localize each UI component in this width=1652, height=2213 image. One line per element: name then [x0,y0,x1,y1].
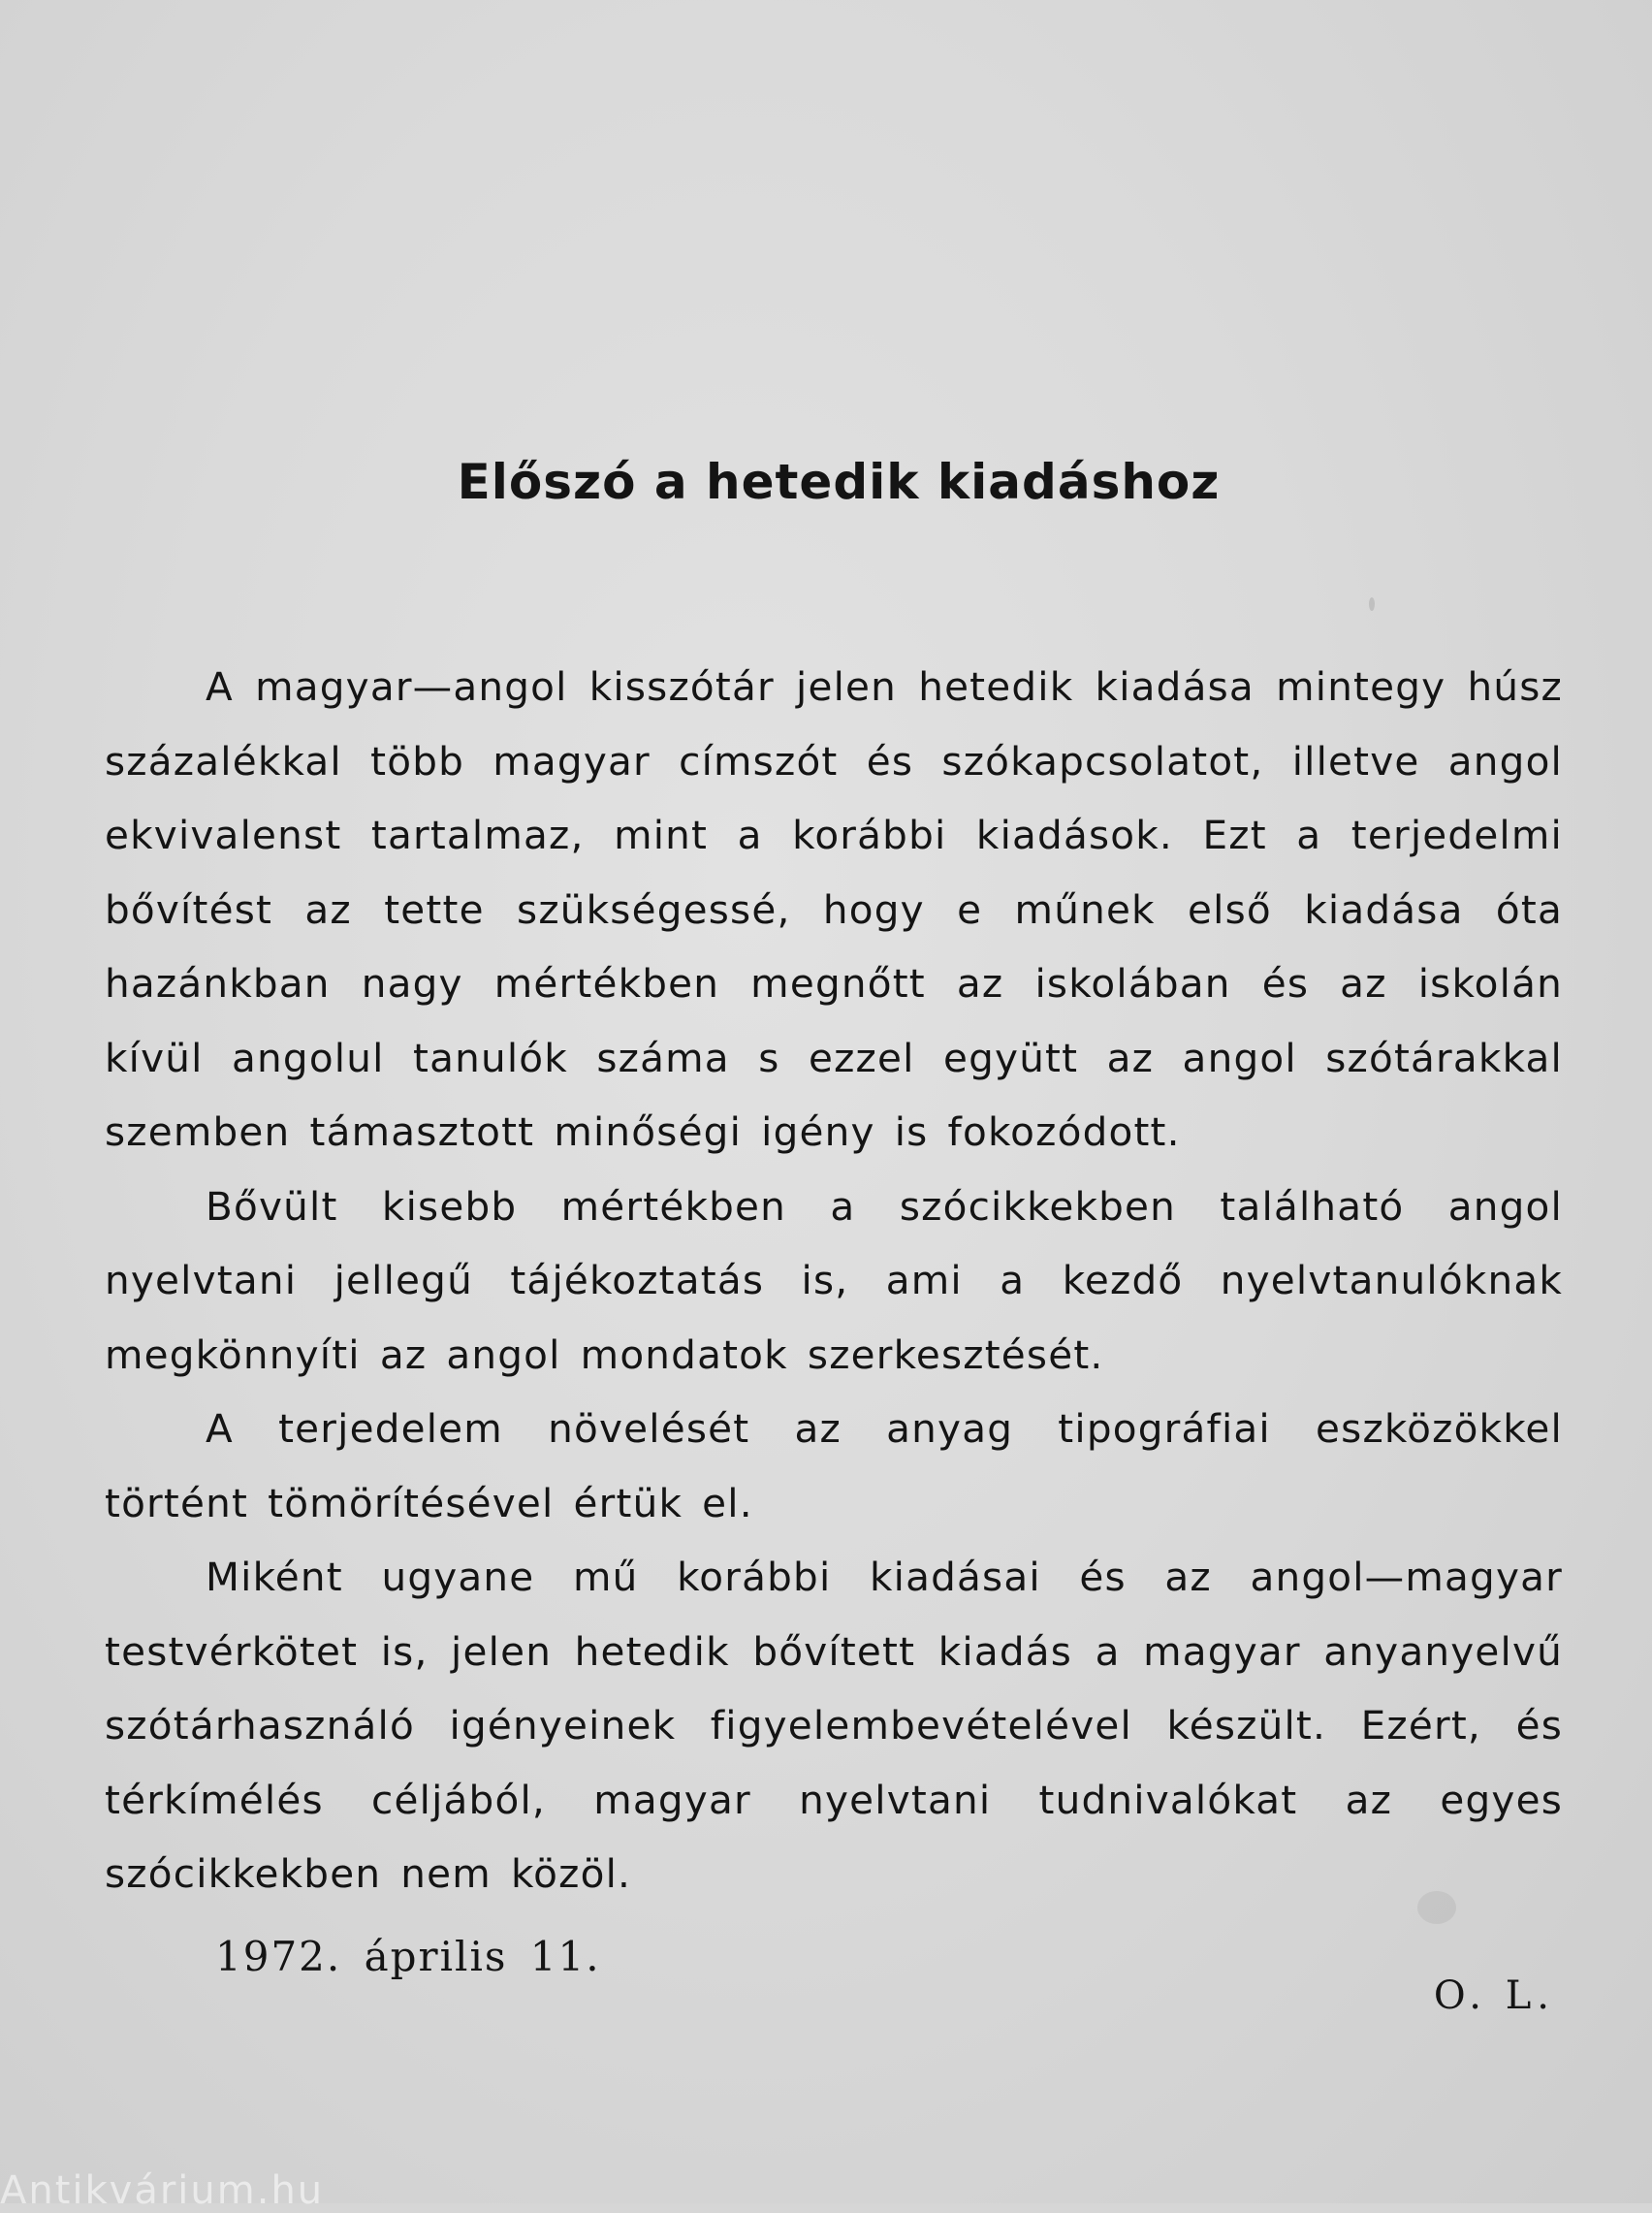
paper-speck [1369,597,1375,611]
watermark: Antikvárium.hu [0,2168,325,2213]
paragraph-3: A terjedelem növelését az anyag tipográfiai eszközökkel történt tömörítésével értük el. [105,1405,1563,1526]
document-title: Előszó a hetedik kiadáshoz [457,454,1221,510]
body-text [105,650,1563,1911]
paragraph-1: A magyar—angol kisszótár jelen hetedik kiadása mintegy húsz százalékkal több magyar címszót és szókapcsolatot, illetve angol ekvivalenst tartalmaz, mint a korábbi kiadások. Ezt a terjedelmi bővítést az tette szükségessé, hogy e műnek első kiadása óta hazánkban nagy mértékben megnőtt az iskolában és az iskolán kívül angolul tanulók száma s ezzel együtt az angol szótárakkal szemben támasztott minőségi igény is fokozódott. [105,663,1563,1155]
paragraph-4: Miként ugyane mű korábbi kiadásai és az angol—magyar testvérkötet is, jelen hetedik bővített kiadás a magyar anyanyelvű szótárhasználó igényeinek figyelembevételével készült. Ezért, és térkímélés céljából, magyar nyelvtani tudnivalókat az egyes szócikkekben nem közöl. [105,1554,1563,1897]
paragraph-2: Bővült kisebb mértékben a szócikkekben található angol nyelvtani jellegű tájékoztatás is, ami a kezdő nyelvtanulóknak megkönnyíti az angol mondatok szerkesztését. [105,1182,1563,1378]
date-line: 1972. április 11. [215,1933,601,1980]
signature-initials: O. L. [1433,1973,1555,2018]
